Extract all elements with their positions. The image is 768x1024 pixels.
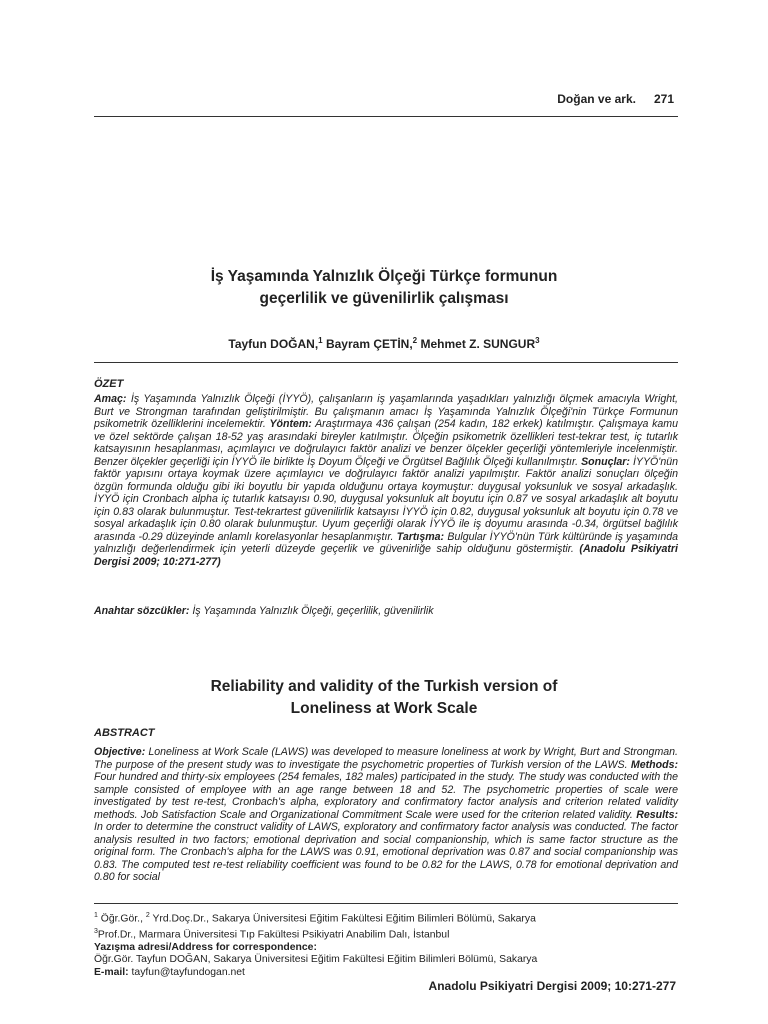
amac-text: İş Yaşamında Yalnızlık Ölçeği (İYYÖ), çalışanların iş yaşamlarında yaşadıkları yalnızlığı ölçmek amacıyla Wright, Burt ve Strongman tarafından geliştirilmiştir. Bu çalışmanın amacı İş Yaşamında Yalnızlık Ölçeği'nin Türkçe Formunun psikometrik özelliklerini incelemektir.: [94, 393, 678, 430]
author-name: Tayfun DOĞAN,: [228, 337, 319, 351]
email-line: [94, 967, 678, 980]
affiliation-text: Prof.Dr., Marmara Üniversitesi Tıp Fakültesi Psikiyatri Anabilim Dalı, İstanbul: [97, 929, 450, 941]
running-header: [557, 92, 674, 106]
running-header-authors: Doğan ve ark.: [557, 92, 636, 106]
methods-text: Four hundred and thirty-six employees (254 females, 182 males) participated in the study. The study was conducted with the sample consisted of employee with an age range between 18 and 52. The psychometric properties of scale were investigated by test re-test, Cronbach's alpha, exploratory and confirmatory factor analysis and criterion related validity methods. Job Satisfaction Scale and Organizational Commitment Scale were used for the criterion related validity.: [94, 771, 678, 821]
sonuclar-text: İYYÖ'nün faktör yapısını ortaya koymak üzere açımlayıcı ve doğrulayıcı faktör analizi yapılmıştır. Faktör analizi sonuçları ölçeğin özgün formunda olduğu gibi iki boyutlu bir yapıda olduğunu ortaya koymuştur: duygusal yoksunluk ve sosyal arkadaşlık. İYYÖ için Cronbach alpha iç tutarlık katsayısı 0.90, duygusal yoksunluk alt boyutu için 0.87 ve sosyal arkadaşlık alt boyutu için 0.83 olarak bulunmuştur. Test-tekrartest güvenilirlik katsayısı İYYÖ için 0.82, duygusal yoksunluk alt boyutu için 0.78 ve sosyal arkadaşlık için 0.80 olarak bulunmuştur. Uyum geçerliği olarak İYYÖ ile iş doyumu arasında -0.34, örgütsel bağlılık arasında -0.29 düzeyinde anlamlı korelasyonlar hesaplanmıştır.: [94, 455, 678, 543]
tartisma-label: Tartışma:: [396, 530, 445, 543]
results-text: In order to determine the construct validity of LAWS, exploratory and confirmatory factor analysis was conducted. The factor analysis resulted in two factors; emotional deprivation and social companionship, which is same factor structure as the original form. The Cronbach's alpha for the LAWS was 0.91, emotional deprivation was 0.87 and social companionship was 0.83. The computed test re-test reliability coefficient was found to be 0.82 for the LAWS, 0.78 for emotional deprivation and 0.80 for social: [94, 821, 678, 883]
sonuclar-label: Sonuçlar:: [581, 455, 630, 468]
author-rule: [94, 362, 678, 363]
citation: (Anadolu Psikiyatri Dergisi 2009; 10:271-277): [94, 543, 678, 568]
author-affiliation-mark: 2: [412, 336, 418, 345]
footnotes: [94, 910, 678, 979]
english-title: [90, 676, 678, 720]
results-label: Results:: [636, 808, 678, 821]
affiliation-line-2: [94, 926, 678, 942]
header-rule: [94, 116, 678, 117]
email-label: E-mail:: [94, 966, 129, 978]
page-number: 271: [653, 92, 674, 106]
keywords: [94, 605, 678, 617]
keywords-text: İş Yaşamında Yalnızlık Ölçeği, geçerlilik, güvenilirlik: [192, 605, 434, 617]
author-name: Bayram ÇETİN,: [325, 337, 413, 351]
affiliation-mark: 1: [94, 912, 98, 919]
turkish-title-line2: geçerlilik ve güvenilirlik çalışması: [259, 290, 509, 307]
objective-text: Loneliness at Work Scale (LAWS) was developed to measure loneliness at work by Wright, Burt and Strongman. The purpose of the present study was to investigate the psychometric properties of Turkish version of the LAWS.: [94, 746, 678, 771]
author-name: Mehmet Z. SUNGUR: [420, 337, 536, 351]
author-affiliation-mark: 3: [535, 336, 540, 345]
amac-label: Amaç:: [94, 393, 127, 405]
yontem-label: Yöntem:: [269, 418, 312, 430]
author-list: [90, 336, 678, 351]
ozet-heading: ÖZET: [94, 378, 124, 390]
objective-label: Objective:: [94, 746, 146, 758]
affiliation-line-1: [94, 910, 678, 926]
correspondence-address: Öğr.Gör. Tayfun DOĞAN, Sakarya Üniversitesi Eğitim Fakültesi Eğitim Bilimleri Bölümü, Sakarya: [94, 954, 538, 966]
email-address[interactable]: tayfun@tayfundogan.net: [131, 966, 245, 978]
tartisma-text: Bulgular İYYÖ'nün Türk kültüründe iş yaşamında yalnızlığı değerlendirmek için yeterli düzeyde geçerlik ve güvenirliğe sahip olduğunu göstermiştir.: [94, 530, 679, 555]
keywords-label: Anahtar sözcükler:: [94, 605, 190, 617]
journal-footer: Anadolu Psikiyatri Dergisi 2009; 10:271-277: [428, 979, 676, 993]
affiliation-mark: 3: [94, 927, 98, 935]
footnote-rule: [94, 903, 678, 904]
yontem-text: Araştırmaya 436 çalışan (254 kadın, 182 erkek) katılmıştır. Çalışmaya kamu ve özel sektörde çalışan 18-52 yaş arasındaki bireyler katılmıştır. Ölçeğin psikometrik özellikleri test-tekrar test, iç tutarlık katsayısının hesaplanması, açımlayıcı ve doğrulayıcı faktör analizi ve benzer ölçekler geçerliği yöntemleriyle incelenmiştir. Benzer ölçekler geçerliği için İYYÖ ile birlikte İş Doyum Ölçeği ve Örgütsel Bağlılık Ölçeği kullanılmıştır.: [94, 418, 678, 468]
abstract-heading: ABSTRACT: [94, 727, 155, 739]
affiliation-title: Öğr.Gör.,: [100, 913, 143, 925]
abstract-body: [94, 746, 678, 884]
turkish-title-line1: İş Yaşamında Yalnızlık Ölçeği Türkçe formunun: [210, 268, 558, 285]
ozet-body: [94, 393, 678, 568]
methods-label: Methods:: [630, 758, 678, 771]
english-title-line1: Reliability and validity of the Turkish version of: [210, 678, 558, 695]
turkish-title: [90, 266, 678, 310]
author-affiliation-mark: 1: [318, 336, 323, 345]
affiliation-mark: 2: [145, 912, 150, 919]
affiliation-text: Yrd.Doç.Dr., Sakarya Üniversitesi Eğitim Fakültesi Eğitim Bilimleri Bölümü, Sakarya: [152, 913, 536, 925]
correspondence-label: Yazışma adresi/Address for correspondence:: [94, 941, 317, 953]
english-title-line2: Loneliness at Work Scale: [290, 700, 478, 717]
